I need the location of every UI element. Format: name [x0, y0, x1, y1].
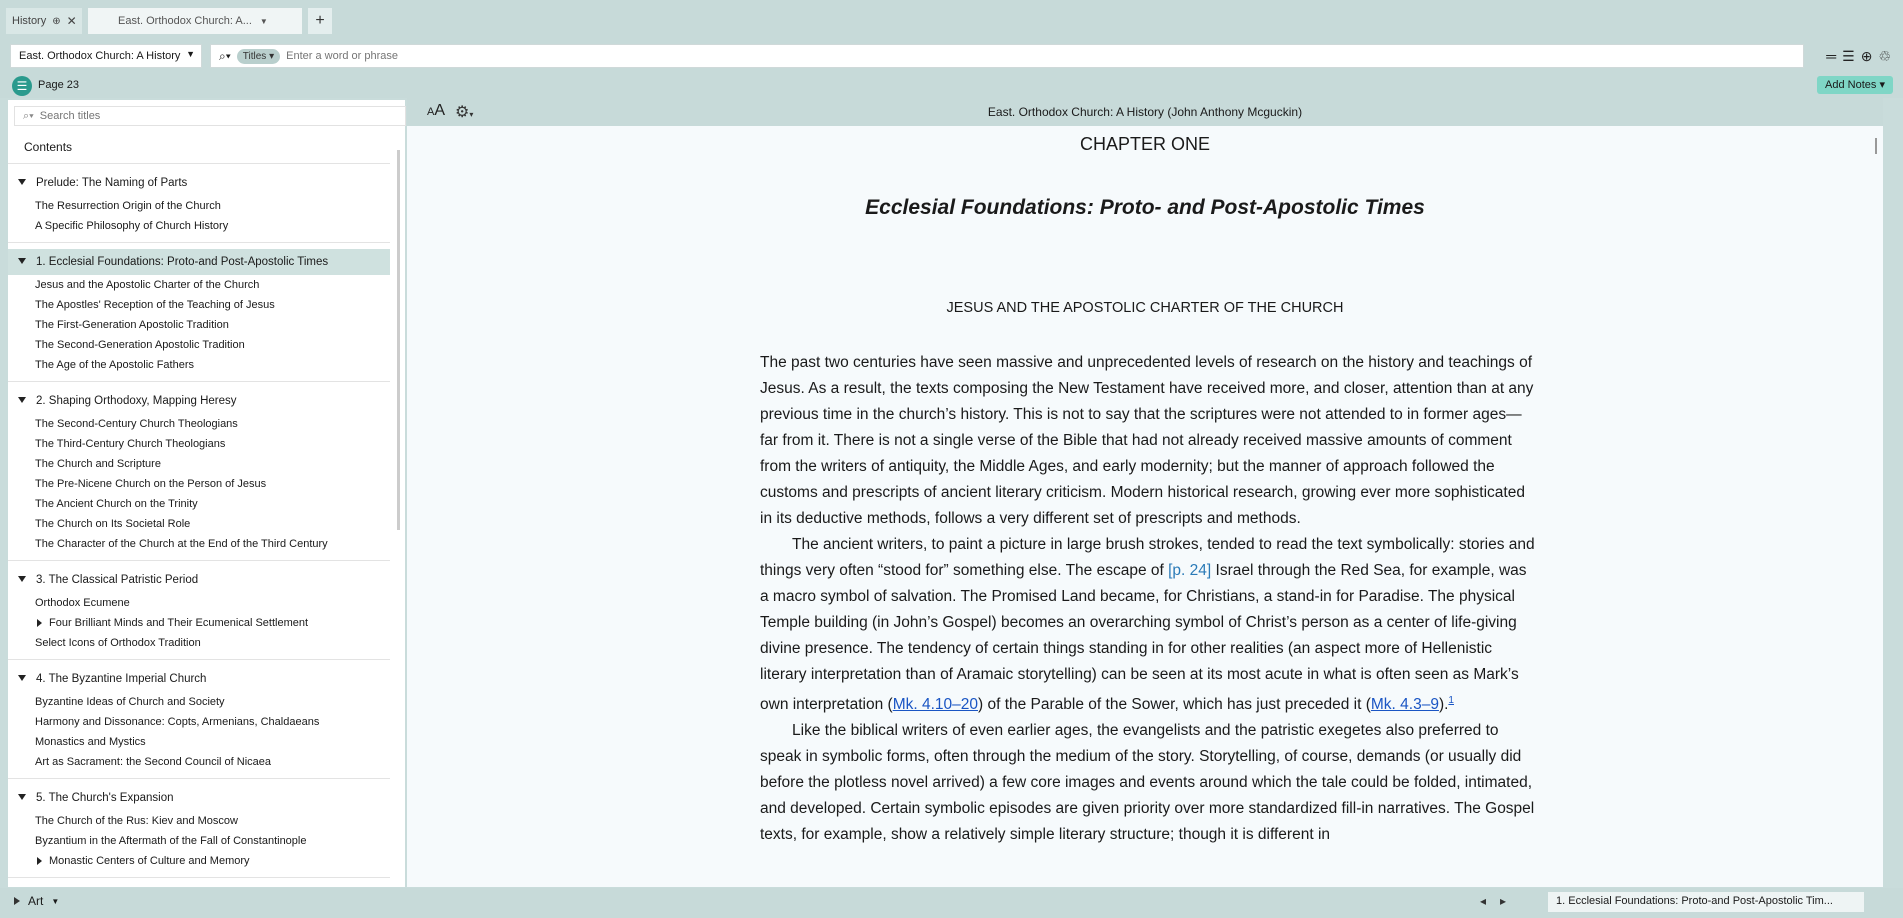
- chapter-label: CHAPTER ONE: [1079, 134, 1211, 154]
- toc-section-title[interactable]: [8, 249, 390, 275]
- reader-body: [407, 126, 1883, 887]
- toc-item-label: The Age of the Apostolic Fathers: [35, 359, 194, 371]
- toc-item[interactable]: [8, 355, 390, 375]
- toc-section-title[interactable]: [8, 785, 390, 811]
- book-select-label: East. Orthodox Church: A History: [19, 50, 181, 62]
- toc-item[interactable]: [8, 414, 390, 434]
- toc-item[interactable]: [8, 216, 390, 236]
- toc-item[interactable]: [8, 275, 390, 295]
- toc-item-label: Select Icons of Orthodox Tradition: [35, 637, 201, 649]
- toc-item[interactable]: [8, 593, 390, 613]
- reader-header: [407, 98, 1883, 126]
- reader: [407, 98, 1883, 887]
- section-heading: JESUS AND THE APOSTOLIC CHARTER OF THE CHURCH: [946, 300, 1344, 316]
- footnote-link[interactable]: 1: [1448, 695, 1454, 706]
- search-bar: [210, 44, 1804, 68]
- parallel-icon[interactable]: ═: [1826, 48, 1837, 64]
- close-icon[interactable]: ✕: [66, 14, 77, 28]
- chevron-down-icon: ▼: [186, 49, 195, 59]
- toc-item-label: Jesus and the Apostolic Charter of the Church: [35, 279, 260, 291]
- expand-icon: [14, 897, 20, 905]
- titles-filter[interactable]: Titles ▾: [237, 49, 280, 64]
- toc-item-label: Harmony and Dissonance: Copts, Armenians, Chaldaeans: [35, 716, 320, 728]
- add-notes-button[interactable]: Add Notes ▾: [1817, 76, 1893, 94]
- art-select[interactable]: [14, 894, 59, 908]
- toc-item[interactable]: [8, 732, 390, 752]
- toc-item[interactable]: [8, 851, 390, 871]
- recycle-icon[interactable]: ♲: [1878, 48, 1891, 64]
- nav-arrows: [1480, 894, 1506, 908]
- toc-list: [8, 163, 390, 885]
- tool-icons: [1826, 48, 1891, 65]
- status-bar: [0, 888, 1903, 918]
- toc-section: [8, 779, 390, 878]
- collapse-icon[interactable]: [18, 258, 26, 264]
- font-size-icon[interactable]: AA: [427, 102, 446, 119]
- toc-item[interactable]: [8, 315, 390, 335]
- search-titles-input[interactable]: [40, 110, 340, 122]
- add-tab-button[interactable]: +: [308, 8, 332, 34]
- search-input[interactable]: [286, 50, 1686, 62]
- page-marker[interactable]: [p. 24]: [1168, 562, 1212, 579]
- sidebar-search: [14, 106, 406, 126]
- toc-section-title[interactable]: [8, 567, 390, 593]
- toc-section-label: 3. The Classical Patristic Period: [36, 574, 199, 586]
- tab-book[interactable]: [88, 8, 302, 34]
- gear-icon[interactable]: ⚙▾: [455, 104, 474, 121]
- toc-section-label: 2. Shaping Orthodoxy, Mapping Heresy: [36, 395, 237, 407]
- art-label: Art: [28, 894, 44, 908]
- toc-item[interactable]: [8, 335, 390, 355]
- chevron-down-icon[interactable]: ▼: [259, 16, 268, 26]
- toc-item-label: The Second-Generation Apostolic Tradition: [35, 339, 245, 351]
- toc-item-label: The Church and Scripture: [35, 458, 161, 470]
- toc-item[interactable]: [8, 295, 390, 315]
- toc-item-label: Art as Sacrament: the Second Council of Nicaea: [35, 756, 272, 768]
- toc-section: [8, 243, 390, 382]
- toc-item-label: The Character of the Church at the End of the Third Century: [35, 538, 328, 550]
- expand-icon[interactable]: [37, 857, 42, 865]
- book-select[interactable]: [10, 44, 202, 68]
- toc-section-title[interactable]: [8, 170, 390, 196]
- toc-item-label: Four Brilliant Minds and Their Ecumenical Settlement: [49, 617, 309, 629]
- toc-item-label: The Second-Century Church Theologians: [35, 418, 238, 430]
- toc-section: [8, 561, 390, 660]
- toc-section: [8, 382, 390, 561]
- toc-item[interactable]: [8, 831, 390, 851]
- toc-item-label: A Specific Philosophy of Church History: [35, 220, 229, 232]
- toc-item-label: The Third-Century Church Theologians: [35, 438, 226, 450]
- toc-item-label: Byzantium in the Aftermath of the Fall of Constantinople: [35, 835, 307, 847]
- toc-item[interactable]: [8, 514, 390, 534]
- tab-history[interactable]: [6, 8, 82, 34]
- toc-item[interactable]: [8, 196, 390, 216]
- toc-section-label: Prelude: The Naming of Parts: [36, 177, 188, 189]
- toc-item[interactable]: [8, 752, 390, 772]
- toc-section-title[interactable]: [8, 388, 390, 414]
- page-number: Page 23: [38, 79, 79, 91]
- paragraph: Like the biblical writers of even earlier ages, the evangelists and the patristic exegetes also preferred to speak in symbolic forms, often through the medium of the story. Storytelling, of course, demands (or usually did before the plotless novel arrived) a few core images and events around which the tale could be folded, intimated, and developed. Certain symbolic episodes are given priority over more standardized fill-in narratives. The Gospel texts, for example, show a relatively simple literary structure; though it is different in: [760, 722, 1535, 844]
- tab-history-label: History: [12, 15, 47, 27]
- reader-title: East. Orthodox Church: A History (John Anthony Mcguckin): [987, 105, 1303, 119]
- toc-item-label: The Resurrection Origin of the Church: [35, 200, 221, 212]
- chevron-down-icon: ▼: [51, 896, 60, 906]
- toc-section-title[interactable]: [8, 666, 390, 692]
- toc-item[interactable]: [8, 811, 390, 831]
- sidebar-scrollbar[interactable]: [397, 150, 400, 530]
- collapse-icon[interactable]: [18, 794, 26, 800]
- toc-item-label: Orthodox Ecumene: [35, 597, 130, 609]
- prev-arrow-icon[interactable]: ◂: [1480, 894, 1487, 908]
- search-icon[interactable]: ⌕▾: [219, 48, 231, 63]
- toc-toggle-icon[interactable]: ☰: [12, 76, 32, 96]
- toc-item[interactable]: [8, 494, 390, 514]
- toc-item[interactable]: [8, 434, 390, 454]
- add-circle-icon[interactable]: ⊕: [1860, 48, 1873, 64]
- list-icon[interactable]: ☰: [1842, 48, 1855, 64]
- paragraph: The ancient writers, to paint a picture in large brush strokes, tended to read the text symbolically: stories and things very often “stood for” something else. The escape of [p. 24] Israel through the Red Sea, for example, was a macro symbol of salvation. The Promised Land became, for Christians, a stand-in for Paradise. The physical Temple building (in John’s Gospel) becomes an overarching symbol of Christ’s person as a center of life-giving divine presence. The tendency of certain things standing in for other realities (an aspect more of Hellenistic literary interpretation than of Aramaic storytelling) can be seen at its most acute in what is often seen as Mark’s own interpretation (Mk. 4.10–20) of the Parable of the Sower, which has just preceded it (Mk. 4.3–9).$^1$: [760, 536, 1535, 714]
- scripture-link[interactable]: Mk. 4.3–9: [1370, 696, 1439, 714]
- toc-item[interactable]: [8, 692, 390, 712]
- chapter-title: Ecclesial Foundations: Proto- and Post-Apostolic Times: [865, 196, 1425, 219]
- toc-item[interactable]: [8, 613, 390, 633]
- toc-section: [8, 164, 390, 243]
- toc-item[interactable]: [8, 534, 390, 554]
- current-location[interactable]: 1. Ecclesial Foundations: Proto-and Post-Apostolic Tim...: [1548, 892, 1864, 912]
- expand-icon[interactable]: [37, 619, 42, 627]
- collapse-icon[interactable]: [18, 179, 26, 185]
- contents-heading: Contents: [24, 140, 73, 154]
- toc-item-label: The Church of the Rus: Kiev and Moscow: [35, 815, 238, 827]
- paragraph: The past two centuries have seen massive and unprecedented levels of research on the history and teachings of Jesus. As a result, the texts composing the New Testament have received more, and closer, attention than at any previous time in the church’s history. This is not to say that the scriptures were not attended to in former ages—far from it. There is not a single verse of the Bible that had not already received massive amounts of comment from the writers of antiquity, the Middle Ages, and early modernity; but the manner of approach followed the customs and prescripts of ancient literary criticism. Modern historical research, growing ever more sophisticated in its deductive methods, follows a very different set of prescripts and methods.: [760, 354, 1534, 527]
- toc-item-label: Monastic Centers of Culture and Memory: [49, 855, 250, 867]
- toc-section-label: 4. The Byzantine Imperial Church: [36, 673, 207, 685]
- toc-item-label: The Church on Its Societal Role: [35, 518, 191, 530]
- sidebar: [8, 100, 405, 887]
- toc-item-label: The Pre-Nicene Church on the Person of Jesus: [35, 478, 267, 490]
- page-row: [0, 76, 1903, 98]
- pin-icon[interactable]: ⊕: [52, 15, 61, 27]
- tab-bar: [0, 0, 1903, 34]
- toc-item[interactable]: [8, 454, 390, 474]
- toc-item-label: Byzantine Ideas of Church and Society: [35, 696, 225, 708]
- toc-item[interactable]: [8, 474, 390, 494]
- body-text: [760, 350, 1536, 848]
- collapse-icon[interactable]: [18, 397, 26, 403]
- toc-section-label: 5. The Church's Expansion: [36, 792, 174, 804]
- collapse-icon[interactable]: [18, 675, 26, 681]
- toc-section: [8, 660, 390, 779]
- scripture-link[interactable]: Mk. 4.10–20: [892, 696, 978, 714]
- search-icon[interactable]: ⌕▾: [23, 109, 34, 122]
- toc-item[interactable]: [8, 712, 390, 732]
- toc-item-label: The Ancient Church on the Trinity: [35, 498, 198, 510]
- toc-item-label: Monastics and Mystics: [35, 736, 146, 748]
- reader-scrollbar[interactable]: [1875, 138, 1877, 154]
- next-arrow-icon[interactable]: ▸: [1500, 894, 1507, 908]
- toc-section-label: 1. Ecclesial Foundations: Proto-and Post-Apostolic Times: [36, 256, 329, 268]
- toc-item-label: The First-Generation Apostolic Tradition: [35, 319, 229, 331]
- toolbar: [0, 34, 1903, 76]
- toc-item[interactable]: [8, 633, 390, 653]
- toc-item-label: The Apostles' Reception of the Teaching of Jesus: [35, 299, 275, 311]
- collapse-icon[interactable]: [18, 576, 26, 582]
- tab-book-label: East. Orthodox Church: A...: [118, 15, 252, 27]
